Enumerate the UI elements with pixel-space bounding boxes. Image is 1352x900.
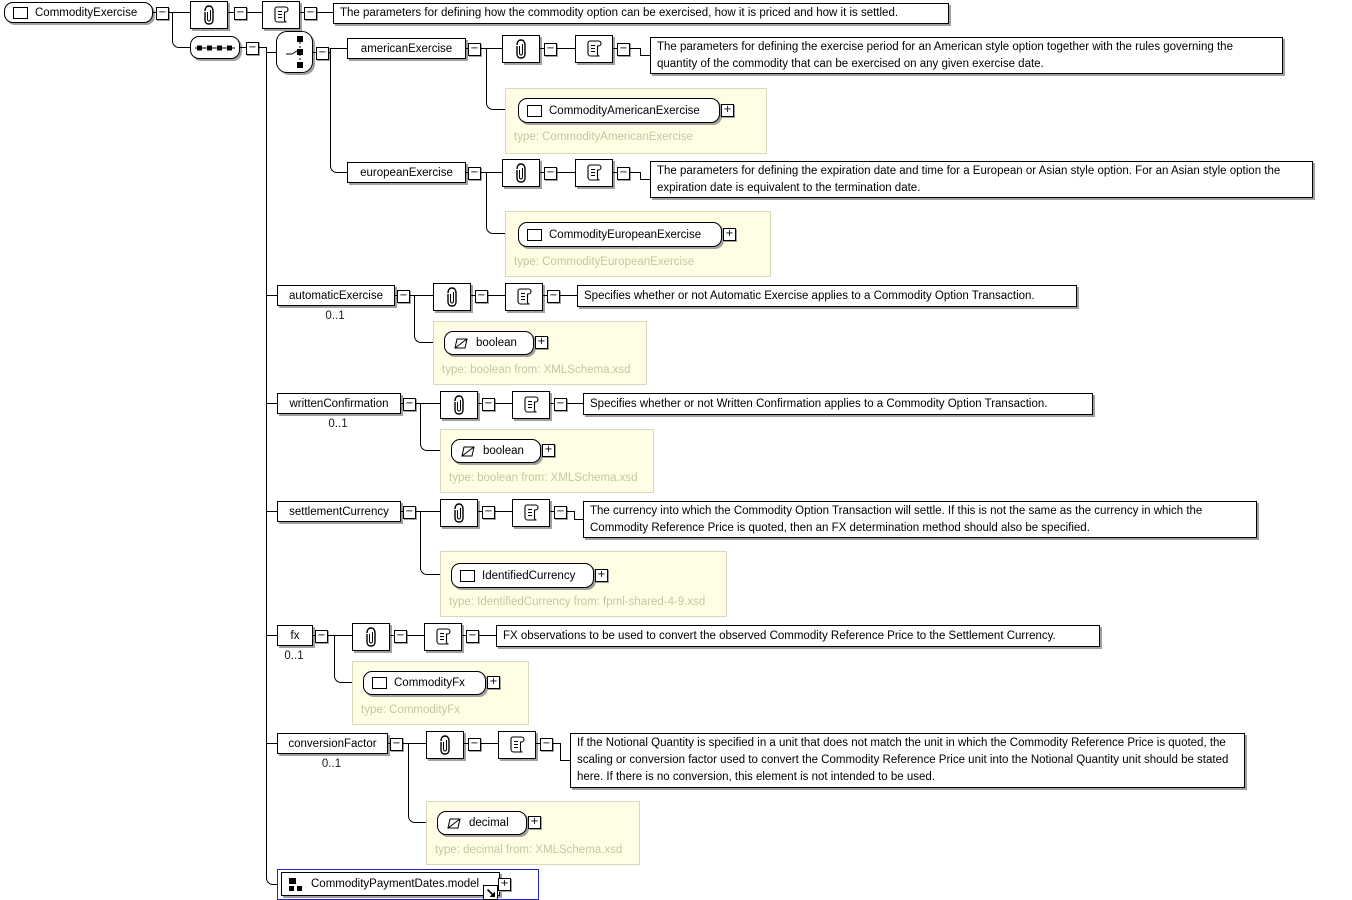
choice-compositor[interactable]: [276, 31, 313, 73]
collapse-button[interactable]: −: [544, 43, 557, 56]
type-panel: [352, 661, 529, 725]
type-panel: [426, 801, 640, 865]
type-note: type: boolean from: XMLSchema.xsd: [442, 364, 631, 376]
expand-button[interactable]: +: [498, 878, 511, 891]
type-note: type: IdentifiedCurrency from: fpml-shared-4-9.xsd: [449, 596, 706, 608]
collapse-button[interactable]: −: [156, 7, 169, 20]
connector-line: [266, 511, 277, 512]
scroll-icon: [506, 734, 528, 756]
expand-button[interactable]: +: [595, 569, 608, 582]
scroll-icon: [513, 286, 535, 308]
connector-line: [567, 403, 583, 404]
attributes-node[interactable]: [440, 391, 478, 419]
element-label: fx: [290, 629, 300, 642]
collapse-button[interactable]: −: [234, 7, 247, 20]
collapse-button[interactable]: −: [397, 290, 410, 303]
element-writtenConfirmation[interactable]: [277, 393, 401, 414]
type-note: type: CommodityEuropeanExercise: [514, 256, 695, 268]
type-ref-node[interactable]: [518, 98, 720, 123]
collapse-button[interactable]: −: [482, 506, 495, 519]
element-icon: [527, 105, 542, 117]
expand-button[interactable]: +: [542, 444, 555, 457]
element-icon: [460, 570, 475, 582]
model-group-icon: [288, 877, 304, 892]
paperclip-icon: [199, 3, 219, 27]
element-label: europeanExercise: [360, 166, 453, 179]
type-ref-label: CommodityFx: [394, 677, 465, 689]
connector-line: [574, 519, 583, 520]
annotation-text: The parameters for defining the expiration date and time for a European or Asian style option. For an Asian style option the expiration date is equivalent to the termination date.: [657, 164, 1281, 194]
collapse-button[interactable]: −: [547, 290, 560, 303]
annotation-node[interactable]: [512, 391, 550, 419]
annotation-node[interactable]: [424, 623, 462, 651]
simple-type-icon: [446, 817, 462, 830]
type-note: type: CommodityFx: [361, 704, 461, 716]
type-panel: [505, 88, 767, 154]
paperclip-icon: [449, 393, 469, 417]
connector-line: [553, 743, 560, 744]
connector-line: [479, 635, 496, 636]
element-label: automaticExercise: [289, 289, 383, 302]
connector-line: [330, 48, 347, 49]
connector-line: [560, 760, 570, 761]
connector-line: [328, 635, 352, 636]
annotation-text: Specifies whether or not Automatic Exercise applies to a Commodity Option Transaction.: [584, 289, 1035, 302]
element-conversionFactor[interactable]: [277, 733, 388, 754]
connector-line: [567, 511, 574, 512]
occurrence-label: 0..1: [325, 310, 345, 322]
paperclip-icon: [511, 37, 531, 61]
collapse-button[interactable]: −: [468, 43, 481, 56]
collapse-button[interactable]: −: [475, 290, 488, 303]
element-icon: [527, 229, 542, 241]
scroll-icon: [432, 626, 454, 648]
connector-line: [481, 172, 502, 173]
collapse-button[interactable]: −: [316, 47, 329, 60]
connector-line: [630, 172, 640, 173]
connector-line: [640, 55, 650, 56]
annotation-node[interactable]: [512, 499, 550, 527]
annotation-box: [583, 501, 1257, 538]
connector-line: [495, 511, 512, 512]
expand-button[interactable]: +: [535, 336, 548, 349]
annotation-text: FX observations to be used to convert the observed Commodity Reference Price to the Settlement Currency.: [503, 629, 1056, 642]
occurrence-label: 0..1: [328, 418, 348, 430]
attributes-node[interactable]: [502, 159, 540, 187]
annotation-box: [650, 37, 1283, 74]
collapse-button[interactable]: −: [304, 7, 317, 20]
attributes-node[interactable]: [440, 499, 478, 527]
scroll-icon: [270, 4, 292, 26]
connector-trunk: [266, 47, 267, 877]
collapse-button[interactable]: −: [554, 398, 567, 411]
simple-type-icon: [453, 337, 469, 350]
expand-button[interactable]: +: [723, 228, 736, 241]
collapse-button[interactable]: −: [403, 398, 416, 411]
paperclip-icon: [511, 161, 531, 185]
connector-line: [317, 12, 333, 13]
connector-line: [266, 635, 277, 636]
attributes-node[interactable]: [190, 1, 228, 29]
expand-button[interactable]: +: [721, 104, 734, 117]
connector-line: [181, 47, 190, 48]
connector-line: [481, 48, 502, 49]
connector-line: [259, 47, 266, 48]
attributes-node[interactable]: [433, 283, 471, 311]
collapse-button[interactable]: −: [468, 167, 481, 180]
model-group-label: CommodityPaymentDates.model: [311, 878, 480, 890]
root-element-label: CommodityExercise: [35, 6, 138, 19]
type-ref-label: CommodityEuropeanExercise: [549, 228, 702, 241]
annotation-text: If the Notional Quantity is specified in a unit that does not match the unit in which the Commodity Reference Price is quoted, the scaling or conversion factor used to convert the Commodity Reference Price unit into the Notional Quantity unit should be stated here. If there is no conversion, this element is not intended to be used.: [577, 737, 1229, 783]
collapse-button[interactable]: −: [544, 167, 557, 180]
type-ref-label: decimal: [469, 817, 509, 829]
type-ref-label: boolean: [476, 337, 517, 349]
type-ref-label: CommodityAmericanExercise: [549, 104, 700, 117]
connector-line: [560, 295, 577, 296]
collapse-button[interactable]: −: [617, 43, 630, 56]
collapse-button[interactable]: −: [466, 630, 479, 643]
paperclip-icon: [435, 733, 455, 757]
collapse-button[interactable]: −: [617, 167, 630, 180]
connector-line: [266, 403, 277, 404]
connector-line: [172, 12, 173, 41]
type-panel: [505, 211, 771, 277]
scroll-icon: [520, 394, 542, 416]
model-group-CommodityPaymentDates[interactable]: [281, 872, 500, 896]
annotation-text: Specifies whether or not Written Confirmation applies to a Commodity Option Transaction.: [590, 397, 1048, 410]
connector-line: [486, 172, 487, 225]
expand-button[interactable]: +: [487, 676, 500, 689]
sequence-compositor[interactable]: [190, 36, 240, 59]
connector-line: [486, 48, 487, 101]
annotation-box: [333, 3, 949, 24]
paperclip-icon: [442, 285, 462, 309]
collapse-button[interactable]: −: [315, 630, 328, 643]
root-element-node[interactable]: [4, 2, 153, 23]
collapse-button[interactable]: −: [540, 738, 553, 751]
type-panel: [433, 321, 647, 385]
expand-button[interactable]: +: [528, 816, 541, 829]
connector-line: [414, 295, 415, 334]
paperclip-icon: [449, 501, 469, 525]
connector-line: [574, 511, 575, 519]
collapse-button[interactable]: −: [246, 42, 259, 55]
annotation-box: [650, 161, 1313, 198]
connector-line: [408, 743, 409, 814]
scroll-icon: [583, 162, 605, 184]
connector-line: [560, 743, 561, 760]
attributes-node[interactable]: [352, 623, 390, 651]
connector-line: [557, 48, 575, 49]
annotation-box: [583, 393, 1093, 415]
annotation-node[interactable]: [505, 283, 543, 311]
annotation-node[interactable]: [575, 159, 613, 187]
collapse-button[interactable]: −: [554, 506, 567, 519]
type-panel: [440, 429, 654, 493]
connector-line: [557, 172, 575, 173]
element-fx[interactable]: [277, 625, 313, 646]
connector-line: [481, 743, 498, 744]
connector-line: [640, 179, 650, 180]
connector-line: [266, 743, 277, 744]
occurrence-label: 0..1: [321, 758, 342, 770]
element-label: settlementCurrency: [289, 505, 389, 518]
choice-icon: [283, 32, 307, 72]
attributes-node[interactable]: [502, 35, 540, 63]
occurrence-label: 0..1: [284, 650, 304, 662]
type-ref-node[interactable]: [437, 811, 527, 835]
type-ref-node[interactable]: [451, 439, 541, 463]
scroll-icon: [520, 502, 542, 524]
type-ref-label: IdentifiedCurrency: [482, 569, 576, 582]
element-label: americanExercise: [360, 42, 453, 55]
annotation-box: [570, 733, 1245, 788]
sequence-icon: [192, 41, 238, 55]
reference-arrow-icon: [483, 885, 498, 900]
collapse-button[interactable]: −: [468, 738, 481, 751]
collapse-button[interactable]: −: [390, 738, 403, 751]
type-note: type: CommodityAmericanExercise: [514, 131, 693, 143]
connector-line: [420, 511, 421, 566]
type-panel: [440, 551, 727, 617]
annotation-text: The parameters for defining the exercise period for an American style option together with the rules governing the quantity of the commodity that can be exercised on any given exercise date.: [657, 40, 1233, 70]
annotation-box: [577, 285, 1077, 307]
collapse-button[interactable]: −: [482, 398, 495, 411]
connector-line: [266, 295, 277, 296]
annotation-node[interactable]: [498, 731, 536, 759]
type-ref-label: boolean: [483, 445, 524, 457]
type-ref-node[interactable]: [451, 563, 594, 588]
element-label: conversionFactor: [288, 737, 377, 750]
type-ref-node[interactable]: [363, 671, 486, 695]
annotation-text: The currency into which the Commodity Option Transaction will settle. If this is not the same as the currency in which the Commodity Reference Price is quoted, then an FX determination method should also be specified.: [590, 504, 1203, 534]
type-note: type: decimal from: XMLSchema.xsd: [435, 844, 623, 856]
connector-line: [495, 403, 512, 404]
type-ref-node[interactable]: [444, 331, 534, 355]
connector-line: [403, 743, 426, 744]
scroll-icon: [583, 38, 605, 60]
connector-line: [640, 172, 641, 179]
annotation-text: The parameters for defining how the commodity option can be exercised, how it is priced and how it is settled.: [340, 7, 899, 19]
connector-line: [640, 48, 641, 55]
element-settlementCurrency[interactable]: [277, 501, 401, 522]
collapse-button[interactable]: −: [403, 506, 416, 519]
connector-line: [488, 295, 505, 296]
annotation-node[interactable]: [262, 1, 300, 29]
paperclip-icon: [361, 625, 381, 649]
element-automaticExercise[interactable]: [277, 285, 395, 306]
connector-line: [420, 403, 421, 442]
connector-line: [266, 52, 276, 53]
type-note: type: boolean from: XMLSchema.xsd: [449, 472, 638, 484]
element-label: writtenConfirmation: [289, 397, 389, 410]
attributes-node[interactable]: [426, 731, 464, 759]
collapse-button[interactable]: −: [394, 630, 407, 643]
connector-line: [630, 48, 640, 49]
connector-line: [407, 635, 424, 636]
connector-line: [247, 12, 262, 13]
simple-type-icon: [460, 445, 476, 458]
annotation-box: [496, 625, 1100, 647]
connector-line: [338, 172, 347, 173]
element-europeanExercise[interactable]: [347, 162, 466, 183]
annotation-node[interactable]: [575, 35, 613, 63]
element-icon: [13, 7, 28, 19]
type-ref-node[interactable]: [518, 222, 722, 247]
connector-line: [334, 635, 335, 674]
element-americanExercise[interactable]: [347, 38, 466, 59]
element-icon: [372, 677, 387, 689]
connector-line: [330, 48, 331, 164]
